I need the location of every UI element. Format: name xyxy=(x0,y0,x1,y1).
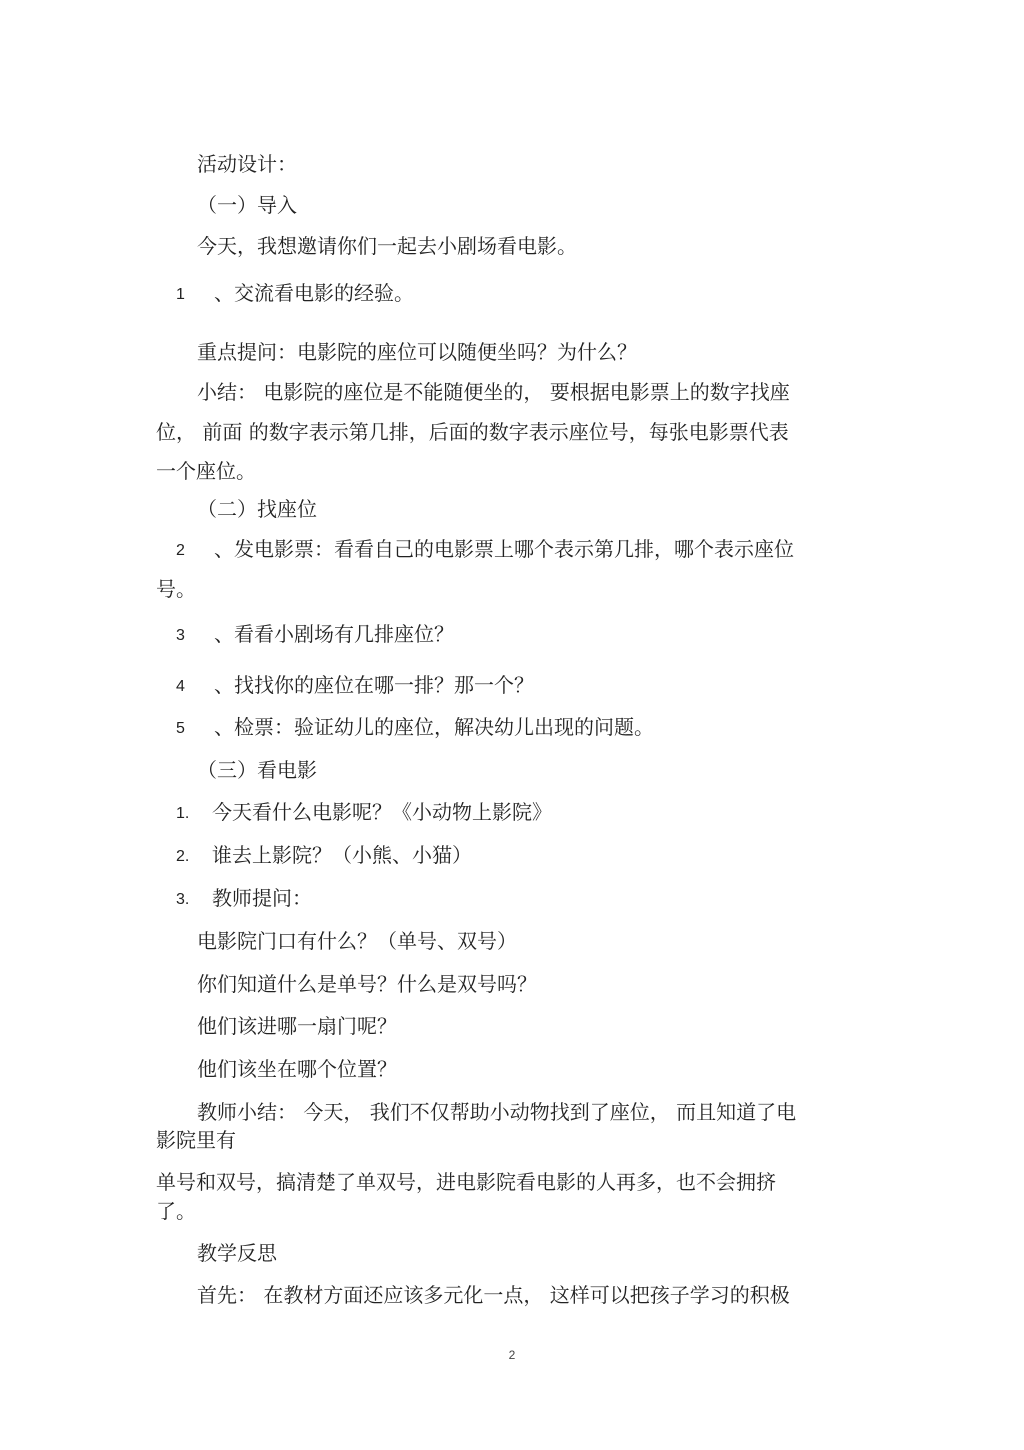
teaching-reflection-title: 教学反思 xyxy=(197,1241,277,1265)
list-item-number: 1. xyxy=(176,805,190,822)
section-3-title: （三）看电影 xyxy=(197,758,317,782)
list-item-text: 谁去上影院？（小熊、小猫） xyxy=(212,843,472,867)
list-item-text: 今天看什么电影呢？《小动物上影院》 xyxy=(212,800,552,824)
list-item-number: 5 xyxy=(176,720,185,737)
teacher-question: 他们该进哪一扇门呢？ xyxy=(197,1014,397,1038)
list-item-continuation: 号。 xyxy=(156,577,196,601)
teacher-summary-line: 教师小结： 今天， 我们不仅帮助小动物找到了座位， 而且知道了电 xyxy=(197,1100,797,1124)
section-1-title: （一）导入 xyxy=(197,193,297,217)
list-item-number: 2. xyxy=(176,848,190,865)
list-item-number: 3 xyxy=(176,627,185,644)
summary-line: 小结： 电影院的座位是不能随便坐的， 要根据电影票上的数字找座 xyxy=(197,380,790,404)
list-item-text: 、检票：验证幼儿的座位，解决幼儿出现的问题。 xyxy=(214,715,654,739)
list-item-text: 、找找你的座位在哪一排？那一个？ xyxy=(214,673,534,697)
section-2-title: （二）找座位 xyxy=(197,497,317,521)
list-item-text: 、看看小剧场有几排座位？ xyxy=(214,622,454,646)
list-item-number: 4 xyxy=(176,678,185,695)
teacher-summary-line: 了。 xyxy=(156,1199,196,1223)
summary-line: 位， 前面 的数字表示第几排，后面的数字表示座位号，每张电影票代表 xyxy=(156,420,789,444)
key-question: 重点提问：电影院的座位可以随便坐吗？为什么？ xyxy=(197,340,637,364)
section-1-intro: 今天，我想邀请你们一起去小剧场看电影。 xyxy=(197,234,577,258)
page-number: 2 xyxy=(508,1348,516,1362)
list-item-text: 、交流看电影的经验。 xyxy=(214,281,414,305)
teacher-question: 电影院门口有什么？（单号、双号） xyxy=(197,929,517,953)
activity-design-heading: 活动设计： xyxy=(197,152,297,176)
summary-line: 一个座位。 xyxy=(156,459,256,483)
list-item-text: 、发电影票：看看自己的电影票上哪个表示第几排，哪个表示座位 xyxy=(214,537,794,561)
teacher-question: 你们知道什么是单号？什么是双号吗？ xyxy=(197,972,537,996)
list-item-number: 2 xyxy=(176,542,185,559)
teacher-summary-line: 单号和双号，搞清楚了单双号，进电影院看电影的人再多，也不会拥挤 xyxy=(156,1170,776,1194)
teacher-summary-line: 影院里有 xyxy=(156,1128,236,1152)
list-item-number: 1 xyxy=(176,286,185,303)
list-item-number: 3. xyxy=(176,891,190,908)
reflection-line: 首先： 在教材方面还应该多元化一点， 这样可以把孩子学习的积极 xyxy=(197,1283,790,1307)
list-item-text: 教师提问： xyxy=(212,886,312,910)
teacher-question: 他们该坐在哪个位置？ xyxy=(197,1057,397,1081)
